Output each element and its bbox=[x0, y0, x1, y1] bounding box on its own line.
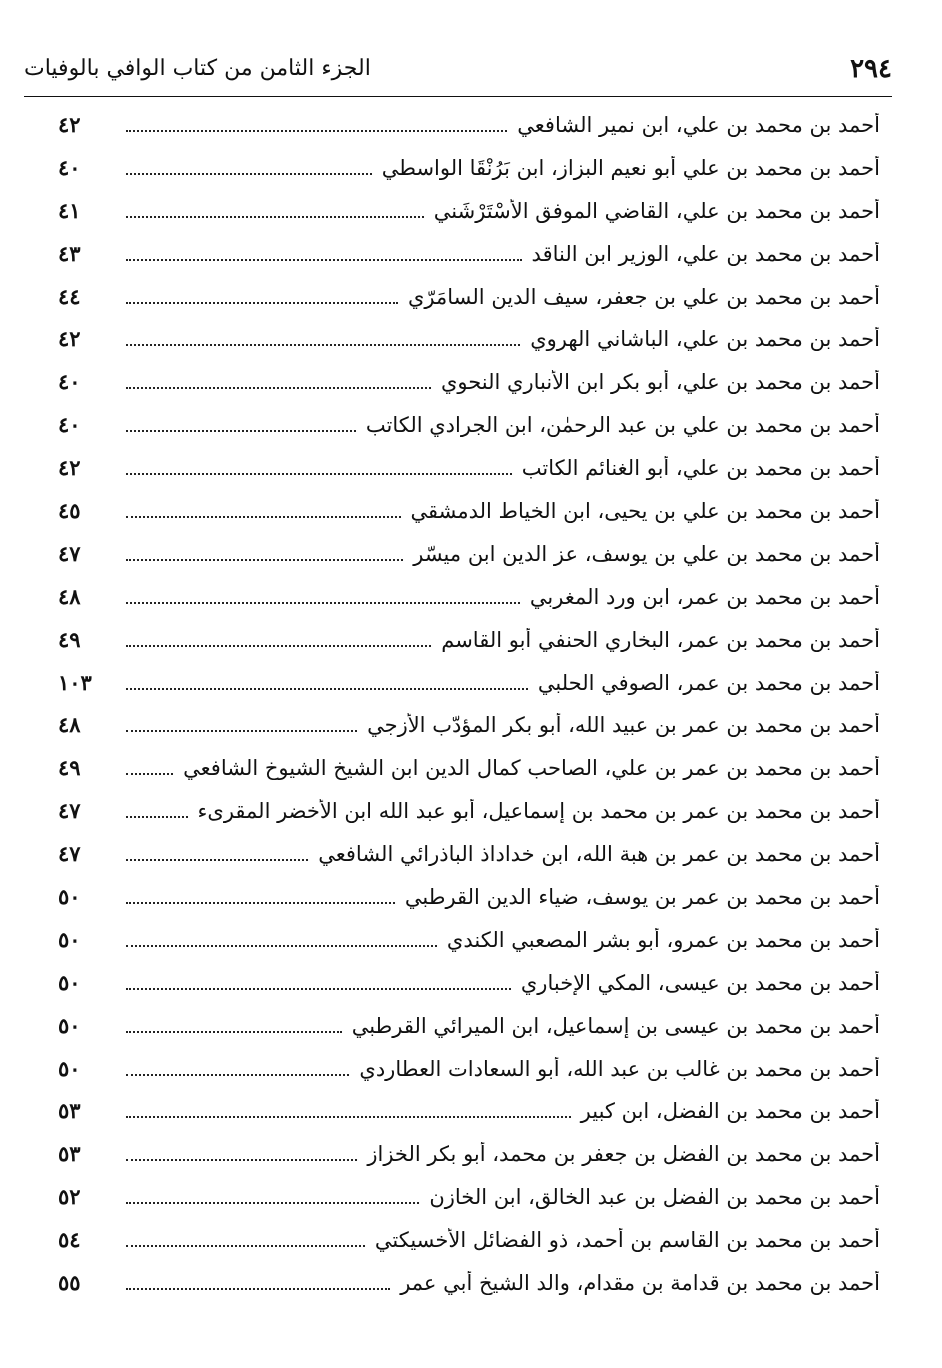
index-list bbox=[58, 112, 880, 1313]
index-entry bbox=[58, 498, 880, 541]
entry-name: أحمد بن محمد بن عمر، البخاري الحنفي أبو القاسم bbox=[441, 627, 880, 652]
index-entry bbox=[58, 798, 880, 841]
dot-leader bbox=[126, 387, 431, 389]
index-entry bbox=[58, 1227, 880, 1270]
running-title: الجزء الثامن من كتاب الوافي بالوفيات bbox=[24, 56, 371, 81]
dot-leader bbox=[126, 1116, 571, 1118]
dot-leader bbox=[126, 730, 357, 732]
entry-page-number: ٥٤ bbox=[58, 1227, 81, 1253]
entry-name: أحمد بن محمد بن الفضل، ابن كبير bbox=[580, 1099, 880, 1124]
index-entry bbox=[58, 884, 880, 927]
dot-leader bbox=[126, 1074, 349, 1076]
entry-page-number: ٤٤ bbox=[58, 283, 81, 309]
entry-name: أحمد بن محمد بن غالب بن عبد الله، أبو السعادات العطاردي bbox=[359, 1056, 880, 1081]
index-entry bbox=[58, 970, 880, 1013]
entry-page-number: ٤٧ bbox=[58, 798, 81, 824]
index-entry bbox=[58, 1141, 880, 1184]
dot-leader bbox=[126, 1202, 419, 1204]
entry-name: أحمد بن محمد بن علي، الباشاني الهروي bbox=[530, 327, 880, 352]
index-entry bbox=[58, 1098, 880, 1141]
index-entry bbox=[58, 198, 880, 241]
entry-name: أحمد بن محمد بن الفضل بن جعفر بن محمد، أبو بكر الخزاز bbox=[367, 1142, 880, 1167]
entry-page-number: ٤٢ bbox=[58, 326, 81, 352]
entry-page-number: ٥٠ bbox=[58, 926, 81, 952]
entry-page-number: ٤٩ bbox=[58, 755, 81, 781]
index-entry bbox=[58, 712, 880, 755]
entry-page-number: ٤٣ bbox=[58, 240, 81, 266]
entry-page-number: ٥٣ bbox=[58, 1098, 81, 1124]
index-entry bbox=[58, 841, 880, 884]
entry-name: أحمد بن محمد بن علي، أبو الغنائم الكاتب bbox=[521, 456, 880, 481]
entry-name: أحمد بن محمد بن علي، أبو بكر ابن الأنباري النحوي bbox=[440, 370, 880, 395]
index-entry bbox=[58, 541, 880, 584]
dot-leader bbox=[126, 859, 308, 861]
entry-page-number: ٥٠ bbox=[58, 1055, 81, 1081]
entry-name: أحمد بن محمد بن عمرو، أبو بشر المصعبي الكندي bbox=[446, 927, 880, 952]
entry-page-number: ٥٥ bbox=[58, 1270, 81, 1296]
entry-page-number: ٤٢ bbox=[58, 112, 81, 137]
index-entry bbox=[58, 412, 880, 455]
entry-page-number: ٤٠ bbox=[58, 369, 81, 395]
dot-leader bbox=[126, 173, 372, 175]
index-entry bbox=[58, 627, 880, 670]
dot-leader bbox=[126, 1245, 365, 1247]
header-rule bbox=[24, 96, 892, 97]
dot-leader bbox=[126, 773, 173, 775]
entry-name: أحمد بن محمد بن علي، ابن نمير الشافعي bbox=[517, 113, 880, 137]
entry-name: أحمد بن محمد بن عيسى، المكي الإخباري bbox=[520, 970, 880, 995]
index-entry bbox=[58, 284, 880, 327]
entry-page-number: ٤٥ bbox=[58, 498, 81, 524]
entry-page-number: ٥٠ bbox=[58, 969, 81, 995]
entry-page-number: ٥٢ bbox=[58, 1184, 81, 1210]
dot-leader bbox=[126, 130, 507, 132]
page-number: ٢٩٤ bbox=[850, 54, 892, 84]
dot-leader bbox=[126, 988, 511, 990]
index-entry bbox=[58, 670, 880, 713]
entry-page-number: ٤٠ bbox=[58, 412, 81, 438]
entry-page-number: ٤١ bbox=[58, 197, 81, 223]
dot-leader bbox=[126, 344, 520, 346]
index-entry bbox=[58, 1270, 880, 1313]
entry-page-number: ٤٨ bbox=[58, 712, 81, 738]
entry-page-number: ٤٩ bbox=[58, 626, 81, 652]
dot-leader bbox=[126, 559, 403, 561]
entry-page-number: ٤٠ bbox=[58, 154, 81, 180]
entry-name: أحمد بن محمد بن علي بن يوسف، عز الدين ابن ميسّر bbox=[413, 541, 880, 566]
dot-leader bbox=[126, 516, 401, 518]
entry-name: أحمد بن محمد بن علي، القاضي الموفق الأسْتَرْشَني bbox=[433, 198, 880, 223]
entry-name: أحمد بن محمد بن عمر بن يوسف، ضياء الدين القرطبي bbox=[404, 885, 880, 910]
index-entry bbox=[58, 927, 880, 970]
dot-leader bbox=[126, 1159, 357, 1161]
entry-page-number: ١٠٣ bbox=[58, 669, 92, 695]
entry-name: أحمد بن محمد بن علي أبو نعيم البزاز، ابن بَرُنْقَا الواسطي bbox=[381, 155, 880, 180]
entry-name: أحمد بن محمد بن الفضل بن عبد الخالق، ابن الخازن bbox=[429, 1185, 880, 1210]
index-entry bbox=[58, 1013, 880, 1056]
index-entry bbox=[58, 369, 880, 412]
dot-leader bbox=[126, 1031, 342, 1033]
dot-leader bbox=[126, 688, 528, 690]
dot-leader bbox=[126, 602, 520, 604]
entry-name: أحمد بن محمد بن قدامة بن مقدام، والد الشيخ أبي عمر bbox=[400, 1271, 880, 1296]
dot-leader bbox=[126, 302, 398, 304]
entry-page-number: ٤٨ bbox=[58, 583, 81, 609]
running-header bbox=[24, 50, 892, 94]
dot-leader bbox=[126, 216, 424, 218]
entry-name: أحمد بن محمد بن علي بن عبد الرحمٰن، ابن الجرادي الكاتب bbox=[365, 413, 880, 438]
dot-leader bbox=[126, 902, 395, 904]
dot-leader bbox=[126, 473, 512, 475]
index-entry bbox=[58, 241, 880, 284]
dot-leader bbox=[126, 645, 431, 647]
dot-leader bbox=[126, 816, 188, 818]
entry-page-number: ٥٠ bbox=[58, 884, 81, 910]
entry-name: أحمد بن محمد بن عمر بن محمد بن إسماعيل، أبو عبد الله ابن الأخضر المقرىء bbox=[197, 799, 880, 824]
entry-name: أحمد بن محمد بن علي بن يحيى، ابن الخياط الدمشقي bbox=[410, 499, 880, 524]
index-entry bbox=[58, 326, 880, 369]
dot-leader bbox=[126, 259, 522, 261]
entry-name: أحمد بن محمد بن عمر بن عبيد الله، أبو بكر المؤدّب الأزجي bbox=[367, 713, 880, 738]
entry-name: أحمد بن محمد بن عمر، ابن ورد المغربي bbox=[529, 584, 880, 609]
entry-name: أحمد بن محمد بن عمر، الصوفي الحلبي bbox=[537, 670, 880, 695]
entry-name: أحمد بن محمد بن عيسى بن إسماعيل، ابن الميرائي القرطبي bbox=[351, 1013, 880, 1038]
index-entry bbox=[58, 1056, 880, 1099]
entry-page-number: ٤٢ bbox=[58, 455, 81, 481]
entry-page-number: ٤٧ bbox=[58, 540, 81, 566]
index-entry bbox=[58, 155, 880, 198]
index-entry bbox=[58, 584, 880, 627]
dot-leader bbox=[126, 945, 437, 947]
entry-page-number: ٥٠ bbox=[58, 1012, 81, 1038]
entry-name: أحمد بن محمد بن عمر بن هبة الله، ابن خداداذ الباذرائي الشافعي bbox=[318, 842, 880, 867]
index-entry bbox=[58, 112, 880, 155]
index-entry bbox=[58, 755, 880, 798]
entry-name: أحمد بن محمد بن عمر بن علي، الصاحب كمال الدين ابن الشيخ الشيوخ الشافعي bbox=[183, 756, 880, 781]
index-entry bbox=[58, 455, 880, 498]
entry-page-number: ٥٣ bbox=[58, 1141, 81, 1167]
entry-name: أحمد بن محمد بن علي، الوزير ابن الناقد bbox=[531, 241, 880, 266]
entry-name: أحمد بن محمد بن علي بن جعفر، سيف الدين السامَرّي bbox=[408, 284, 880, 309]
dot-leader bbox=[126, 1288, 390, 1290]
entry-page-number: ٤٧ bbox=[58, 841, 81, 867]
index-entry bbox=[58, 1184, 880, 1227]
entry-name: أحمد بن محمد بن القاسم بن أحمد، ذو الفضائل الأخسيكتي bbox=[374, 1228, 880, 1253]
dot-leader bbox=[126, 430, 356, 432]
